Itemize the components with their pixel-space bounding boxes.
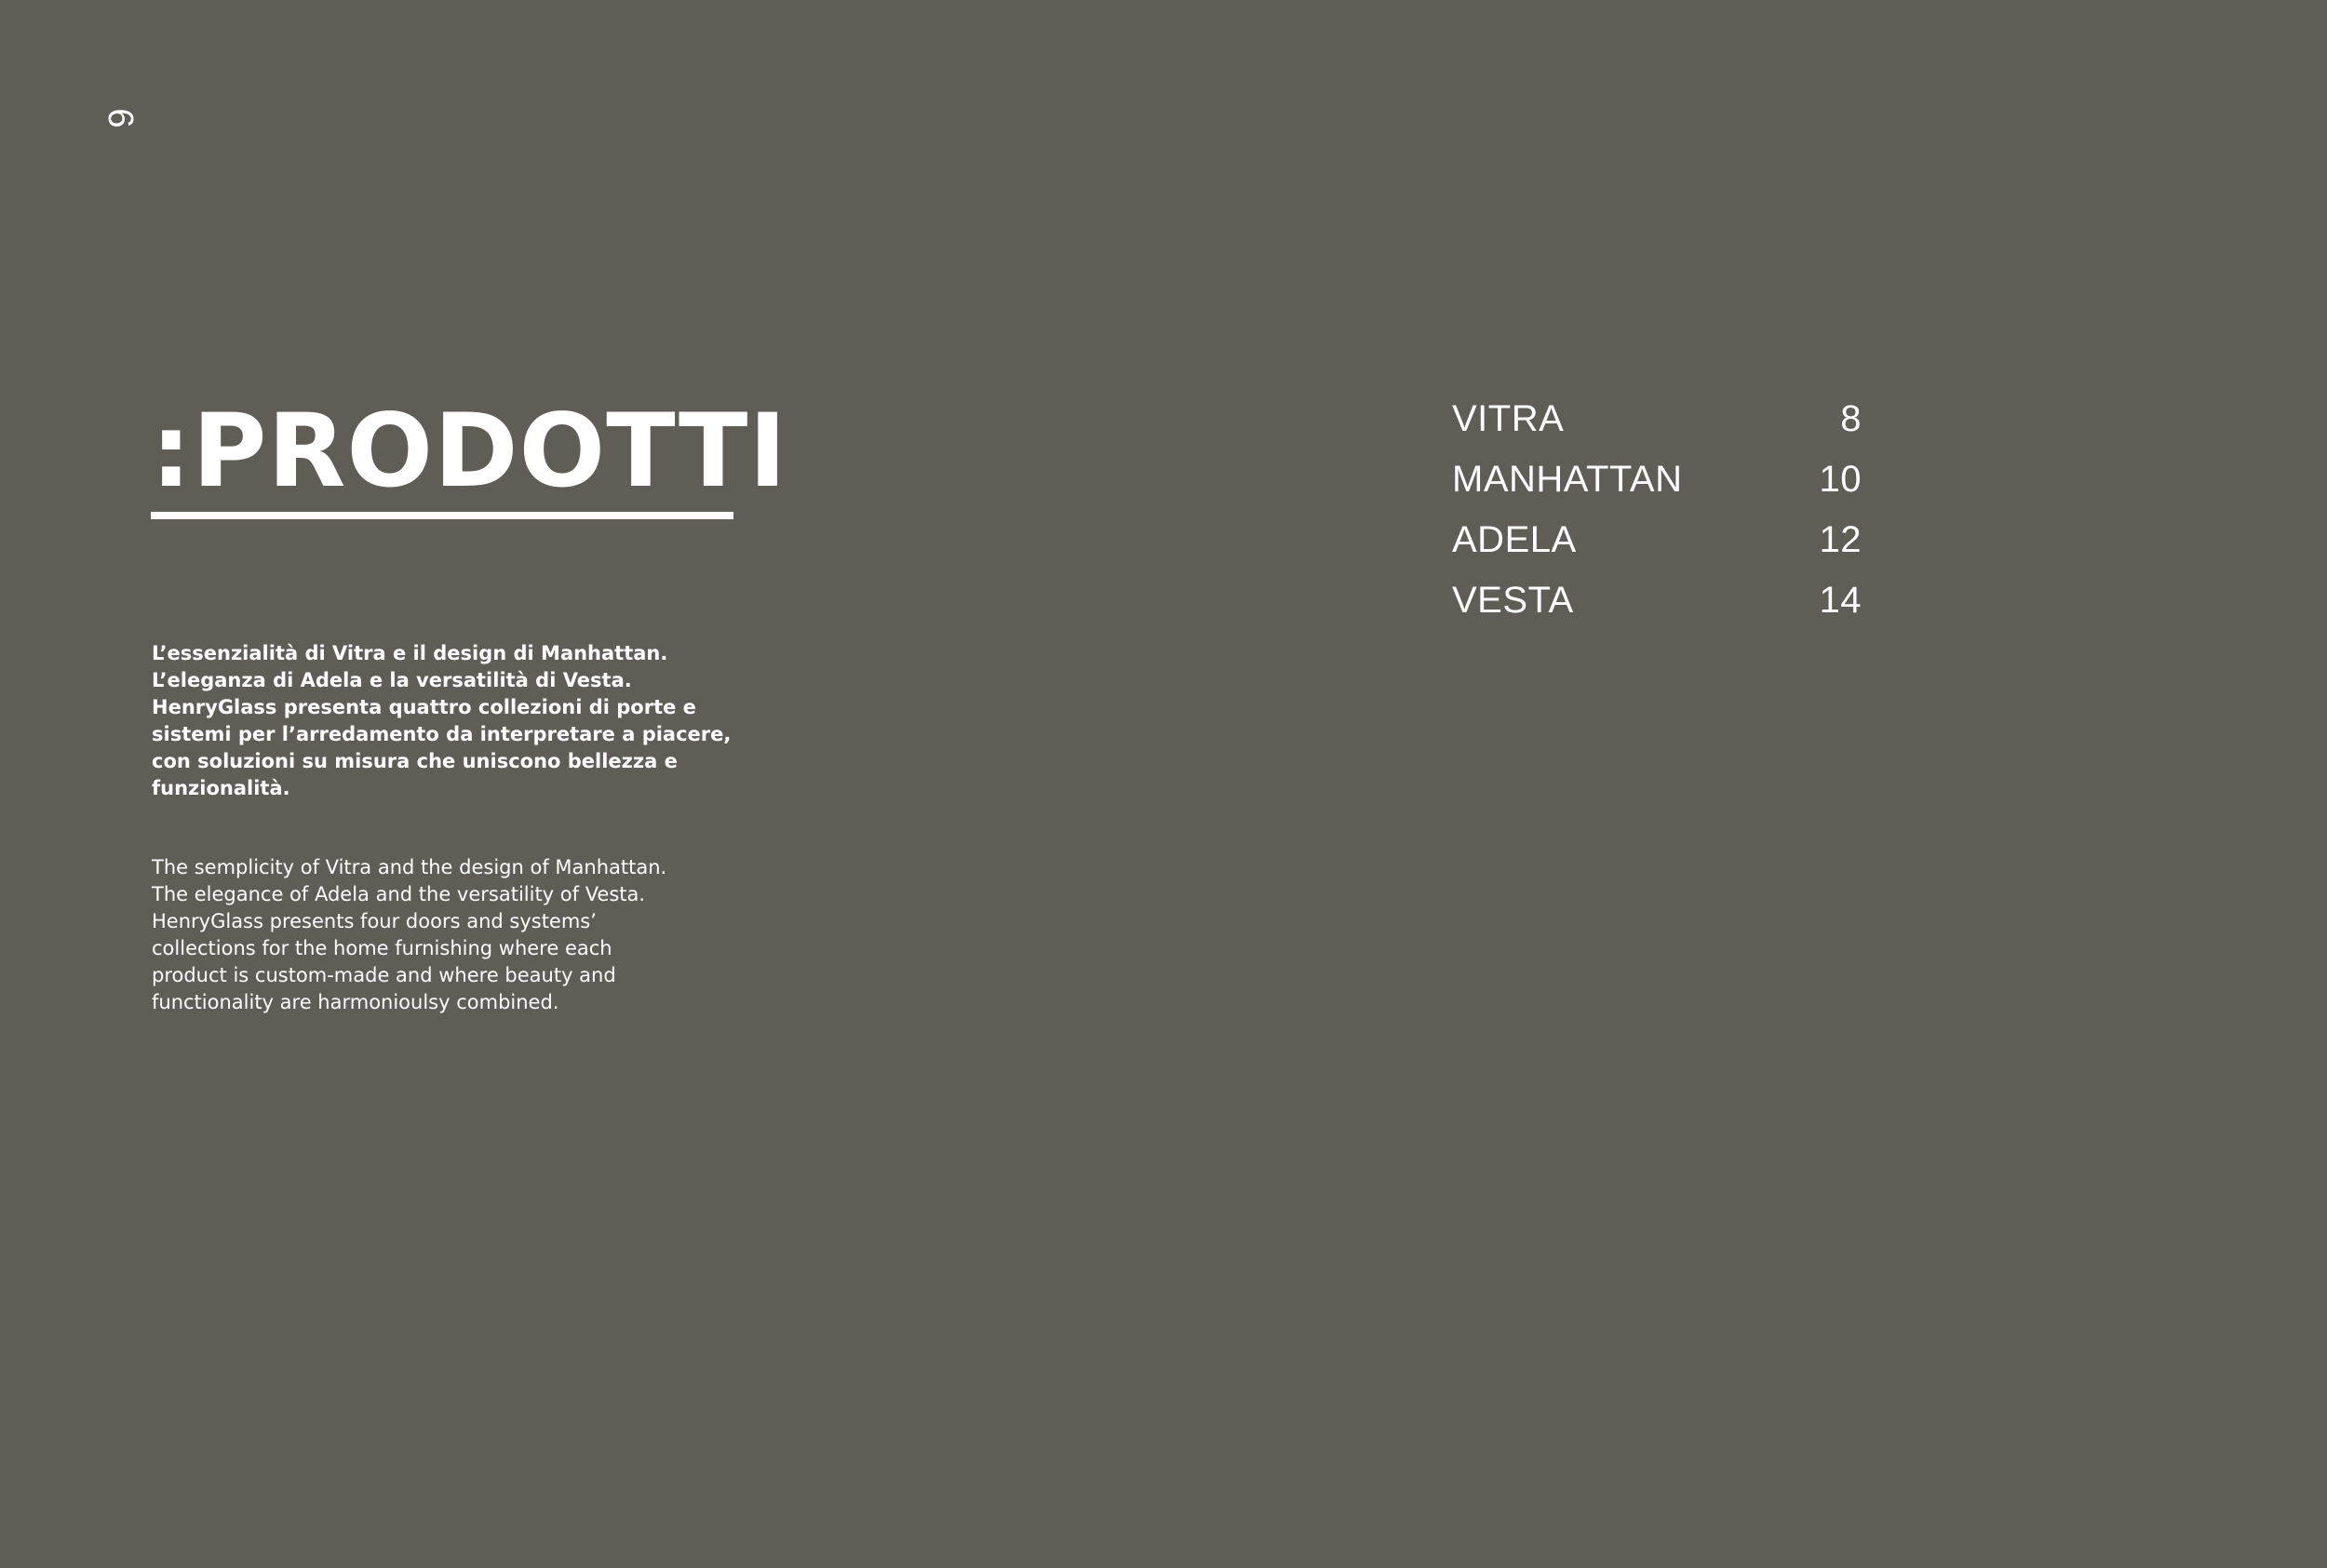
intro-english (152, 854, 710, 1016)
toc-item-page-number: 8 (1840, 398, 1862, 439)
intro-italian-line: L’eleganza di Adela e la versatilità di Vesta. (152, 669, 632, 691)
intro-english-line: product is custom-made and where beauty and (152, 964, 616, 986)
toc-item-name: MANHATTAN (1452, 459, 1683, 500)
toc-item-manhattan[interactable] (1452, 449, 1862, 510)
title-block (151, 391, 787, 519)
intro-italian (152, 640, 732, 802)
intro-italian-line: L’essenzialità di Vitra e il design di Manhattan. (152, 642, 668, 664)
intro-english-line: HenryGlass presents four doors and systems’ (152, 910, 597, 932)
toc-item-page-number: 12 (1819, 519, 1862, 560)
toc-item-name: VESTA (1452, 580, 1574, 621)
intro-italian-line: funzionalità. (152, 777, 290, 799)
title-underline (151, 512, 733, 519)
toc-item-page-number: 10 (1819, 459, 1862, 500)
intro-italian-line: HenryGlass presenta quattro collezioni di porte e (152, 696, 696, 718)
page-number: 6 (101, 108, 140, 128)
intro-italian-line: con soluzioni su misura che uniscono bellezza e (152, 750, 678, 772)
intro-italian-line: sistemi per l’arredamento da interpretare a piacere, (152, 723, 732, 745)
toc-item-name: ADELA (1452, 519, 1577, 560)
toc-item-page-number: 14 (1819, 580, 1862, 621)
intro-english-line: The elegance of Adela and the versatility of Vesta. (152, 883, 646, 905)
table-of-contents (1452, 389, 1862, 631)
intro-english-line: functionality are harmonioulsy combined. (152, 991, 559, 1013)
toc-item-name: VITRA (1452, 398, 1565, 439)
intro-english-line: collections for the home furnishing where each (152, 937, 612, 959)
intro-english-line: The semplicity of Vitra and the design of Manhattan. (152, 856, 667, 878)
toc-item-vitra[interactable] (1452, 389, 1862, 449)
toc-item-vesta[interactable] (1452, 570, 1862, 631)
toc-item-adela[interactable] (1452, 510, 1862, 570)
page-title: :PRODOTTI (151, 392, 787, 510)
